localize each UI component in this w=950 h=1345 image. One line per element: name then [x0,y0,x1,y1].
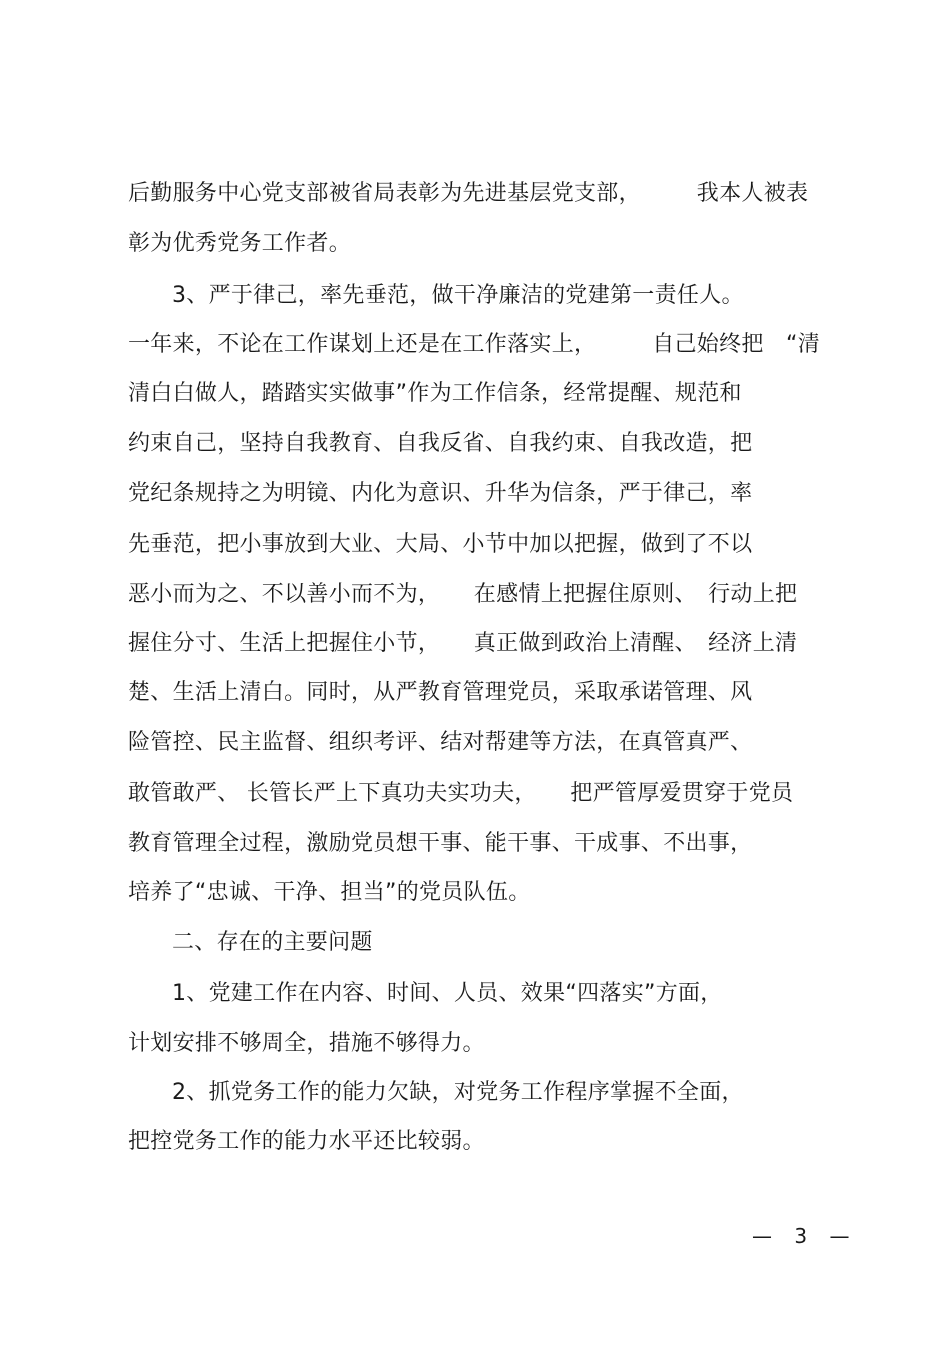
text-line: 计划安排不够周全，措施不够得力。 [128,1031,485,1056]
text-line: 一年来，不论在工作谋划上还是在工作落实上， 自己始终把 “清 [128,332,820,357]
text-line: 后勤服务中心党支部被省局表彰为先进基层党支部， 我本人被表 [128,181,809,206]
section-heading: 二、存在的主要问题 [172,930,373,955]
text-line: 约束自己，坚持自我教育、自我反省、自我约束、自我改造，把 [128,431,753,456]
text-line: 2、抓党务工作的能力欠缺，对党务工作程序掌握不全面， [172,1080,744,1105]
page-number: — 3 — [752,1224,858,1248]
text-line: 敢管敢严、 长管长严上下真功夫实功夫， 把严管厚爱贯穿于党员 [128,781,794,806]
text-line: 楚、生活上清白。同时，从严教育管理党员，采取承诺管理、风 [128,680,753,705]
text-line: 握住分寸、生活上把握住小节， 真正做到政治上清醒、 经济上清 [128,631,798,656]
text-line: 教育管理全过程，激励党员想干事、能干事、干成事、不出事， [128,831,753,856]
text-line: 清白白做人，踏踏实实做事”作为工作信条，经常提醒、规范和 [128,381,742,406]
text-line: 1、党建工作在内容、时间、人员、效果“四落实”方面， [172,981,723,1006]
text-line: 党纪条规持之为明镜、内化为意识、升华为信条，严于律己，率 [128,481,753,506]
text-line: 3、严于律己，率先垂范，做干净廉洁的党建第一责任人。 [172,283,744,308]
text-line: 恶小而为之、不以善小而不为， 在感情上把握住原则、 行动上把 [128,582,798,607]
text-line: 把控党务工作的能力水平还比较弱。 [128,1129,485,1154]
text-line: 先垂范，把小事放到大业、大局、小节中加以把握，做到了不以 [128,532,753,557]
text-line: 险管控、民主监督、组织考评、结对帮建等方法，在真管真严、 [128,730,753,755]
text-line: 培养了“忠诚、干净、担当”的党员队伍。 [128,880,531,905]
text-line: 彰为优秀党务工作者。 [128,231,352,256]
